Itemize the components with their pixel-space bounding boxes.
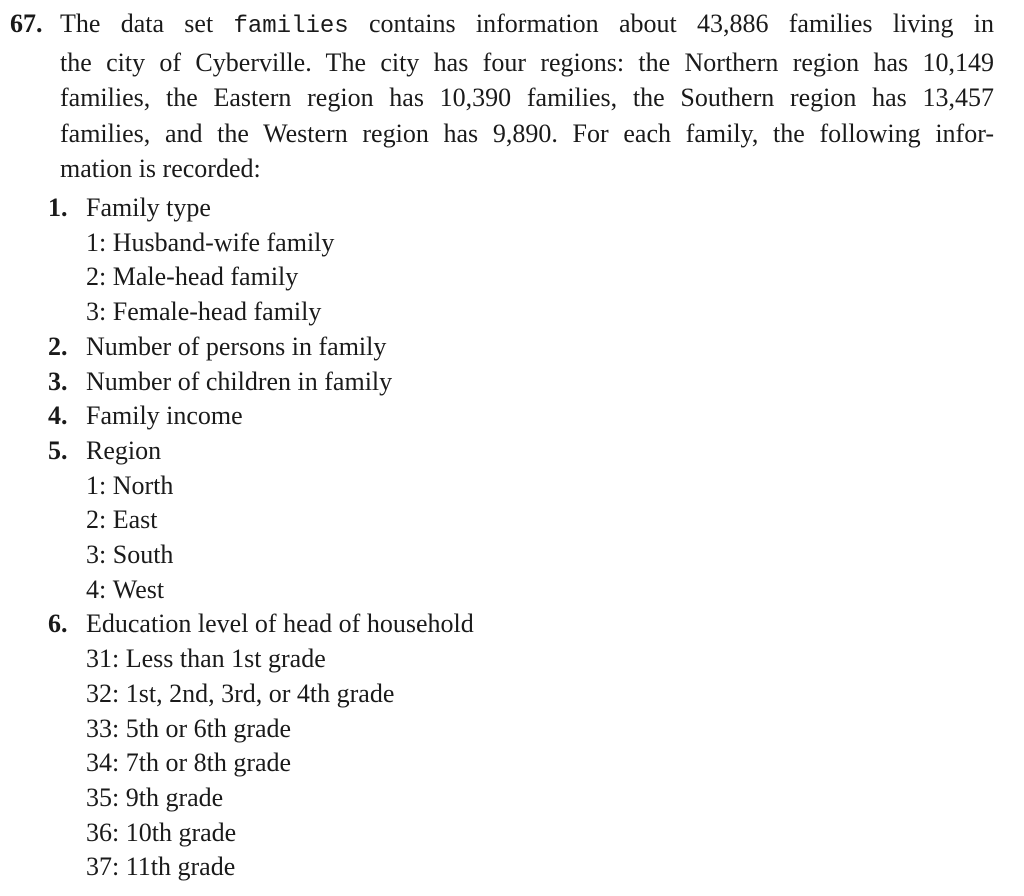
variable-number: 5. bbox=[48, 435, 68, 465]
variable-number: 4. bbox=[48, 401, 68, 431]
variable-item bbox=[48, 607, 474, 642]
variable-label: Number of children in family bbox=[86, 366, 393, 396]
variable-label: Number of persons in family bbox=[86, 331, 387, 361]
code-value: 37: bbox=[86, 852, 120, 882]
code-description: West bbox=[112, 574, 165, 604]
intro-line bbox=[60, 6, 994, 45]
variable-code-row bbox=[48, 642, 474, 677]
code-value: 2: bbox=[86, 262, 107, 292]
code-description: 1st, 2nd, 3rd, or 4th grade bbox=[125, 678, 395, 708]
variable-code-row bbox=[48, 503, 474, 538]
code-value: 3: bbox=[86, 297, 107, 327]
variable-code-row bbox=[48, 677, 474, 712]
code-value: 2: bbox=[86, 505, 107, 535]
code-value: 1: bbox=[86, 470, 107, 500]
code-value: 32: bbox=[86, 678, 120, 708]
code-value: 36: bbox=[86, 817, 120, 847]
code-value: 34: bbox=[86, 748, 120, 778]
code-description: South bbox=[112, 540, 174, 570]
variable-number: 3. bbox=[48, 366, 68, 396]
variable-label: Family type bbox=[86, 193, 211, 222]
variable-item bbox=[48, 330, 474, 365]
variable-code-row bbox=[48, 850, 474, 885]
variable-label: Region bbox=[86, 435, 162, 465]
code-value: 3: bbox=[86, 540, 107, 570]
variable-label: Family income bbox=[86, 401, 243, 431]
variable-item bbox=[48, 191, 474, 226]
code-description: Male-head family bbox=[112, 262, 299, 292]
dataset-name: families bbox=[233, 13, 349, 40]
variable-code-row bbox=[48, 573, 474, 608]
variable-code-row bbox=[48, 226, 474, 261]
code-description: 5th or 6th grade bbox=[125, 713, 292, 743]
variable-number: 2. bbox=[48, 331, 68, 361]
code-value: 4: bbox=[86, 574, 107, 604]
code-description: Less than 1st grade bbox=[125, 644, 326, 674]
problem-number: 67. bbox=[10, 9, 43, 38]
code-value: 35: bbox=[86, 782, 120, 812]
intro-text: The data set bbox=[60, 9, 234, 38]
variable-code-row bbox=[48, 538, 474, 573]
code-description: East bbox=[112, 505, 158, 535]
variable-number: 6. bbox=[48, 609, 68, 639]
intro-text: the city of Cyberville. The city has four regions: the Northern region has 10,149 bbox=[60, 47, 994, 77]
code-description: Husband-wife family bbox=[112, 227, 335, 257]
intro-text: families, the Eastern region has 10,390 families, the Southern region has 13,457 bbox=[60, 83, 994, 112]
intro-text: contains information about 43,886 families living in bbox=[348, 9, 994, 38]
variable-code-row bbox=[48, 712, 474, 747]
intro-line bbox=[60, 45, 994, 81]
variable-item bbox=[48, 434, 474, 469]
variable-item bbox=[48, 365, 474, 400]
code-value: 33: bbox=[86, 713, 120, 743]
code-value: 31: bbox=[86, 644, 120, 674]
problem-67 bbox=[10, 6, 994, 187]
code-description: 9th grade bbox=[125, 782, 224, 812]
code-description: Female-head family bbox=[112, 297, 322, 327]
variable-code-row bbox=[48, 816, 474, 851]
variable-code-row bbox=[48, 781, 474, 816]
code-value: 1: bbox=[86, 227, 107, 257]
code-description: 10th grade bbox=[125, 817, 237, 847]
intro-line bbox=[60, 151, 994, 187]
variable-code-row bbox=[48, 469, 474, 504]
intro-line bbox=[60, 116, 994, 152]
intro-text: families, and the Western region has 9,890. For each family, the following infor- bbox=[60, 118, 994, 148]
problem-intro bbox=[10, 6, 994, 187]
intro-text: mation is recorded: bbox=[60, 154, 261, 183]
intro-line bbox=[60, 80, 994, 116]
variable-list bbox=[48, 191, 474, 885]
variable-code-row bbox=[48, 746, 474, 781]
variable-item bbox=[48, 399, 474, 434]
variable-label: Education level of head of household bbox=[86, 609, 474, 639]
code-description: North bbox=[112, 470, 174, 500]
variable-code-row bbox=[48, 295, 474, 330]
code-description: 11th grade bbox=[125, 852, 236, 882]
code-description: 7th or 8th grade bbox=[125, 748, 292, 778]
variable-number: 1. bbox=[48, 193, 68, 222]
variable-code-row bbox=[48, 260, 474, 295]
